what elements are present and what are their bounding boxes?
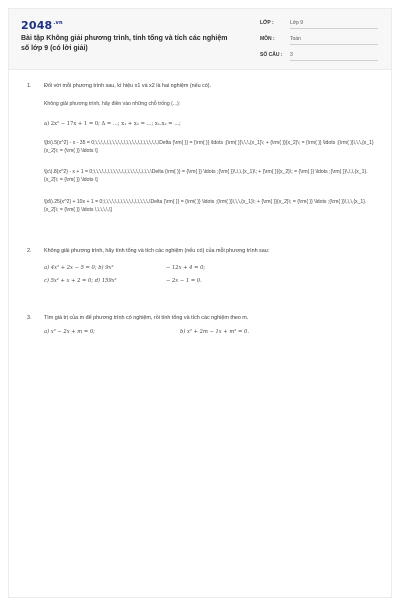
- document-page: [8, 8, 392, 598]
- document-header: [9, 9, 391, 70]
- question-2-row-1: [44, 265, 374, 273]
- question-text: Tìm giá trị của m để phương trình có nghiệm, rồi tính tổng và tích các nghiệm theo m.: [44, 315, 249, 321]
- question-1-item-d: \[d\).25{x^2} + 10x + 1 = 0;\,\,\,\,\,\,\,\,\,\,\,\,\,\,\,\,\Delta {\rm{ }} = {\rm{ }} \ldots ;{\rm{ }}\,\,\,{x_1}\; + {\rm{ }}{x_2}\; = {\rm{ }} \ldots ;{\rm{ }}\,\,\,{x_1}.{x_2}\; = {\rm{ }} \ldots \,\,\,\,\,\]: [44, 199, 367, 213]
- question-number: 3.: [27, 315, 32, 321]
- question-text: Không giải phương trình, hãy tính tổng và tích các nghiệm (nếu có) của mỗi phương trình sau:: [44, 248, 270, 254]
- question-1-item-a: a) 2x² − 17x + 1 = 0; Δ = ...; x₁ + x₂ = ...; x₁.x₂ = ...;: [44, 121, 181, 127]
- question-1-item-c: \[c\).8{x^2} - x + 1 = 0;\,\,\,\,\,\,\,\,\,\,\,\,\,\,\,\,\,\,\,\,\Delta {\rm{ }} = {\rm{ }} \ldots ;{\rm{ }}\,\,\,{x_1}\; + {\rm{ }}{x_2}\; = {\rm{ }} \ldots ;{\rm{ }}\,\,\,{x_1}.{x_2}\; = {\rm{ }} \ldots \]: [44, 169, 368, 183]
- logo-suffix: .vn: [53, 20, 63, 27]
- question-1-instruction: Không giải phương trình, hãy điền vào những chỗ trống (...):: [44, 101, 181, 107]
- meta-count-label: SỐ CÂU :: [260, 52, 283, 58]
- logo-text: 2048: [21, 19, 53, 32]
- question-number: 1.: [27, 83, 32, 89]
- question-2-item-cd: c) 5x² + x + 2 = 0; d) 159x²: [44, 278, 117, 284]
- question-1-item-b: \[b\).5{x^2} - x - 35 = 0;\,\,\,\,\,\,\,\,\,\,\,\,\,\,\,\,\,\,\,\,\,\,\Delta {\rm{ }} = {\rm{ }} \ldots ;{\rm{ }}\,\,\,{x_1}\; + {\rm{ }}{x_2}\; = {\rm{ }} \ldots ;{\rm{ }}\,\,\,{x_1} {x_2}\; = {\rm{ }} \ldots \]: [44, 140, 374, 154]
- question-2: [27, 248, 387, 258]
- question-3: [27, 315, 387, 325]
- question-2-item-ab: a) 4x² + 2x − 5 = 0; b) 9x²: [44, 265, 114, 271]
- meta-subject-label: MÔN :: [260, 36, 275, 42]
- question-2-row-2: [44, 278, 374, 286]
- question-2-item-d-rest: − 2x − 1 = 0.: [166, 278, 202, 284]
- question-number: 2.: [27, 248, 32, 254]
- question-text: Đối với mỗi phương trình sau, kí hiệu x1 và x2 là hai nghiệm (nếu có).: [44, 83, 212, 89]
- site-logo[interactable]: [21, 19, 63, 32]
- meta-subject-value: Toán: [290, 36, 378, 45]
- question-3-items: [44, 329, 374, 337]
- meta-class-label: LỚP :: [260, 20, 274, 26]
- meta-count-value: 3: [290, 52, 378, 61]
- question-2-item-b-rest: − 12x + 4 = 0;: [166, 265, 206, 271]
- meta-class-value: Lớp 9: [290, 20, 378, 29]
- question-3-item-b: b) x² + 2m − 1x + m² = 0.: [180, 329, 249, 335]
- question-1: [27, 83, 387, 93]
- question-3-item-a: a) x² − 2x + m = 0;: [44, 329, 95, 335]
- document-title: Bài tập Không giải phương trình, tính tổng và tích các nghiệm số lớp 9 (có lời giải): [21, 35, 228, 52]
